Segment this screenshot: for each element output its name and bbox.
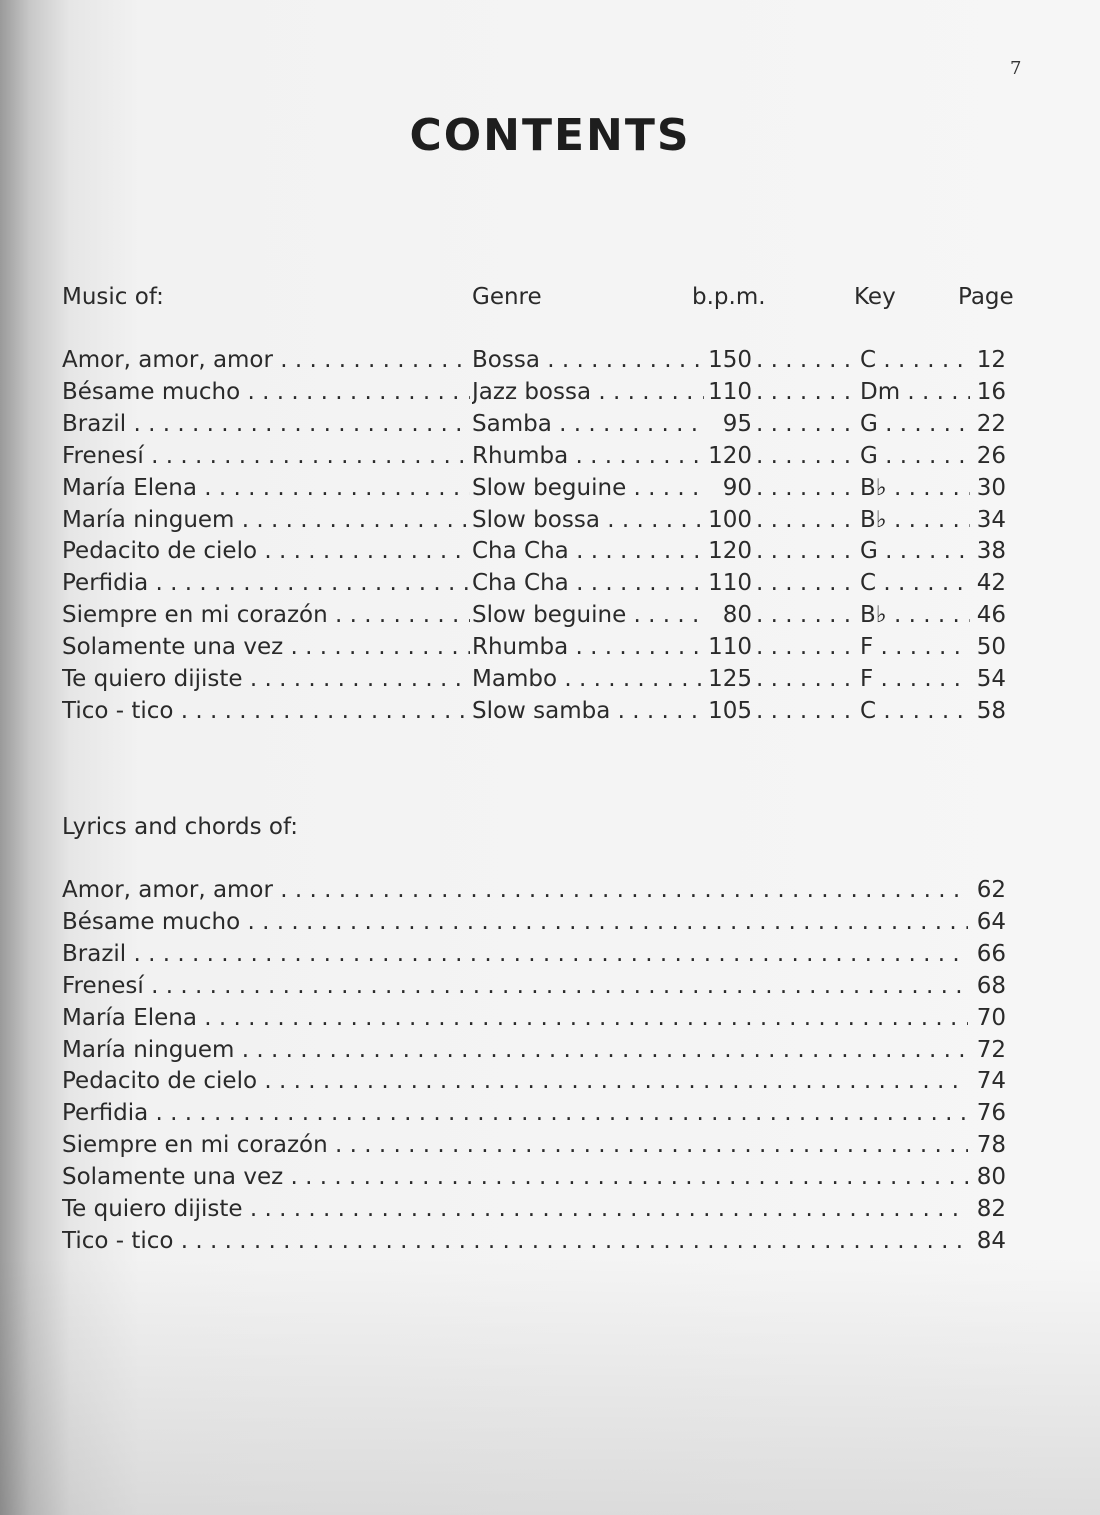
genre-cell (472, 504, 704, 536)
song-title (62, 906, 968, 938)
song-title (62, 567, 470, 599)
page-cell-text: 84 (976, 1227, 1006, 1254)
dot-leader (568, 634, 704, 660)
table-row (0, 1161, 1100, 1193)
dot-leader (600, 507, 704, 533)
genre-cell (472, 376, 704, 408)
bpm-cell-text: 95 (722, 410, 752, 437)
table-row (0, 695, 1100, 727)
page-cell (966, 970, 1006, 1002)
dot-leader (756, 663, 856, 695)
dot-leader (234, 507, 470, 533)
song-title (62, 408, 470, 440)
bpm-cell (700, 567, 752, 599)
table-row (0, 535, 1100, 567)
song-title (62, 1193, 968, 1225)
song-title-text: Frenesí (62, 442, 144, 469)
dot-leader (328, 602, 470, 628)
key-cell (860, 472, 970, 504)
page-cell-text: 26 (976, 442, 1006, 469)
table-row (0, 970, 1100, 1002)
key-cell (860, 376, 970, 408)
key-cell-text: G (860, 410, 878, 437)
genre-cell-text: Rhumba (472, 634, 569, 661)
song-title (62, 440, 470, 472)
genre-cell (472, 663, 704, 695)
genre-cell-text: Slow samba (472, 697, 611, 724)
page-cell-text: 54 (976, 666, 1006, 692)
song-title (62, 695, 470, 727)
music-section-heading: Music of: (62, 284, 164, 310)
dot-leader (144, 443, 470, 469)
dot-leader (610, 698, 704, 724)
dot-leader (197, 475, 470, 501)
dot-leader (887, 475, 970, 501)
page-cell (966, 344, 1006, 376)
song-title-text: María Elena (62, 1004, 197, 1031)
key-cell (860, 535, 970, 567)
dot-leader (257, 1068, 968, 1094)
dot-leader (144, 973, 968, 999)
page-cell (966, 1034, 1006, 1066)
dot-leader (756, 695, 856, 727)
song-title-text: Solamente una vez (62, 634, 284, 661)
dot-leader (540, 347, 704, 373)
song-title-text: Tico - tico (62, 1227, 174, 1254)
column-header-bpm: b.p.m. (692, 284, 766, 310)
bpm-cell-text: 80 (722, 602, 752, 629)
key-cell (860, 504, 970, 536)
key-cell-text: B♭ (860, 506, 887, 533)
page-cell-text: 70 (976, 1004, 1006, 1031)
dot-leader (626, 602, 704, 628)
dot-leader (552, 411, 704, 437)
table-row (0, 504, 1100, 536)
dot-leader (876, 698, 970, 724)
genre-cell-text: Bossa (472, 347, 540, 373)
song-title (62, 1225, 968, 1257)
genre-cell-text: Slow beguine (472, 602, 627, 629)
dot-leader (756, 504, 856, 536)
page-cell (966, 1193, 1006, 1225)
dot-leader (283, 1164, 968, 1190)
key-cell (860, 631, 970, 663)
bpm-cell-text: 125 (708, 666, 752, 692)
bpm-cell (700, 376, 752, 408)
dot-leader (873, 666, 970, 692)
bpm-cell-text: 90 (722, 474, 752, 501)
dot-leader (756, 472, 856, 504)
genre-cell (472, 408, 704, 440)
key-cell-text: C (860, 570, 877, 597)
song-title-text: Solamente una vez (62, 1164, 284, 1191)
dot-leader (887, 602, 970, 628)
genre-cell (472, 535, 704, 567)
genre-cell (472, 472, 704, 504)
dot-leader (591, 379, 704, 405)
page-cell (966, 663, 1006, 695)
genre-cell-text: Jazz bossa (472, 378, 592, 405)
bpm-cell (700, 663, 752, 695)
page-cell (966, 408, 1006, 440)
song-title-text: Pedacito de cielo (62, 1068, 258, 1095)
key-cell (860, 344, 970, 376)
page-cell (966, 1065, 1006, 1097)
page-cell-text: 72 (976, 1036, 1006, 1063)
page-number: 7 (1010, 58, 1022, 79)
table-row (0, 599, 1100, 631)
dot-leader (756, 376, 856, 408)
page-cell-text: 80 (976, 1164, 1006, 1191)
dot-leader (240, 909, 968, 935)
page-cell-text: 30 (976, 474, 1006, 501)
dot-leader (148, 1100, 968, 1126)
page-cell (966, 504, 1006, 536)
dot-leader (756, 535, 856, 567)
dot-leader (148, 570, 470, 596)
key-cell-text: G (860, 442, 878, 469)
key-cell (860, 599, 970, 631)
bpm-cell-text: 120 (708, 442, 752, 469)
table-row (0, 663, 1100, 695)
page-cell-text: 64 (976, 908, 1006, 935)
dot-leader (876, 347, 970, 373)
bpm-cell (700, 599, 752, 631)
bpm-cell-text: 110 (708, 378, 752, 405)
bpm-cell (700, 535, 752, 567)
genre-cell (472, 631, 704, 663)
bpm-cell-text: 120 (708, 538, 752, 565)
dot-leader (174, 1228, 969, 1254)
column-header-page: Page (958, 284, 1014, 310)
page-cell-text: 42 (976, 570, 1006, 597)
dot-leader (257, 538, 470, 564)
dot-leader (756, 567, 856, 599)
bpm-cell (700, 695, 752, 727)
genre-cell-text: Rhumba (472, 442, 569, 469)
key-cell-text: B♭ (860, 474, 887, 501)
song-title (62, 344, 470, 376)
song-title (62, 663, 470, 695)
key-cell-text: Dm (860, 378, 901, 405)
dot-leader (273, 877, 968, 903)
key-cell (860, 663, 970, 695)
page-cell (966, 535, 1006, 567)
table-row (0, 472, 1100, 504)
page-cell-text: 12 (976, 347, 1006, 373)
song-title (62, 1097, 968, 1129)
page-cell (966, 874, 1006, 906)
bpm-cell-text: 100 (708, 506, 752, 533)
table-row (0, 344, 1100, 376)
song-title-text: Perfidia (62, 1100, 149, 1127)
dot-leader (234, 1037, 968, 1063)
key-cell (860, 567, 970, 599)
page-cell-text: 16 (976, 378, 1006, 405)
song-title (62, 535, 470, 567)
bpm-cell-text: 105 (708, 697, 752, 724)
dot-leader (243, 1196, 968, 1222)
song-title-text: María ninguem (62, 1036, 235, 1063)
genre-cell-text: Slow bossa (472, 506, 600, 533)
dot-leader (626, 475, 704, 501)
bpm-cell-text: 110 (708, 570, 752, 597)
page-cell (966, 1097, 1006, 1129)
dot-leader (756, 344, 856, 376)
table-row (0, 1129, 1100, 1161)
song-title-text: Siempre en mi corazón (62, 602, 328, 629)
page-title: CONTENTS (409, 110, 691, 161)
bpm-cell (700, 408, 752, 440)
dot-leader (756, 440, 856, 472)
page-cell (966, 440, 1006, 472)
page-cell-text: 50 (976, 634, 1006, 661)
page-cell (966, 631, 1006, 663)
table-row (0, 1002, 1100, 1034)
page-cell-text: 34 (976, 506, 1006, 533)
song-title-text: Te quiero dijiste (62, 666, 243, 692)
bpm-cell (700, 472, 752, 504)
dot-leader (174, 698, 471, 724)
genre-cell (472, 344, 704, 376)
song-title (62, 504, 470, 536)
genre-cell-text: Mambo (472, 666, 558, 692)
key-cell-text: F (860, 666, 874, 692)
table-row (0, 408, 1100, 440)
song-title-text: Tico - tico (62, 697, 174, 724)
song-title (62, 1065, 968, 1097)
genre-cell-text: Samba (472, 410, 552, 437)
page-cell-text: 38 (976, 538, 1006, 565)
song-title (62, 1034, 968, 1066)
page-cell (966, 599, 1006, 631)
genre-cell (472, 567, 704, 599)
dot-leader (569, 538, 704, 564)
bpm-cell (700, 440, 752, 472)
key-cell-text: B♭ (860, 602, 887, 629)
song-title-text: Siempre en mi corazón (62, 1132, 328, 1159)
dot-leader (273, 347, 470, 373)
page-cell (966, 938, 1006, 970)
lyrics-section-heading: Lyrics and chords of: (62, 814, 299, 840)
dot-leader (756, 408, 856, 440)
bpm-cell (700, 631, 752, 663)
dot-leader (878, 538, 970, 564)
song-title (62, 874, 968, 906)
song-title (62, 599, 470, 631)
table-row (0, 1193, 1100, 1225)
page-cell (966, 1129, 1006, 1161)
song-title-text: Amor, amor, amor (62, 347, 273, 373)
key-cell (860, 695, 970, 727)
page-cell (966, 567, 1006, 599)
song-title (62, 631, 470, 663)
dot-leader (569, 570, 704, 596)
song-title (62, 970, 968, 1002)
table-row (0, 1097, 1100, 1129)
key-cell-text: C (860, 697, 877, 724)
genre-cell-text: Cha Cha (472, 570, 569, 597)
dot-leader (873, 634, 970, 660)
table-row (0, 567, 1100, 599)
dot-leader (126, 941, 968, 967)
dot-leader (568, 443, 704, 469)
song-title (62, 938, 968, 970)
bpm-cell (700, 504, 752, 536)
song-title (62, 376, 470, 408)
table-row (0, 1065, 1100, 1097)
page-cell (966, 906, 1006, 938)
table-row (0, 938, 1100, 970)
genre-cell-text: Cha Cha (472, 538, 569, 565)
song-title (62, 472, 470, 504)
dot-leader (878, 443, 970, 469)
page-cell-text: 82 (976, 1196, 1006, 1222)
song-title-text: Brazil (62, 940, 127, 967)
dot-leader (900, 379, 970, 405)
song-title-text: Bésame mucho (62, 908, 241, 935)
song-title-text: Perfidia (62, 570, 149, 597)
song-title-text: Frenesí (62, 972, 144, 999)
page-cell (966, 472, 1006, 504)
genre-cell (472, 440, 704, 472)
page-cell-text: 66 (976, 940, 1006, 967)
column-header-key: Key (854, 284, 896, 310)
bpm-cell (700, 344, 752, 376)
genre-cell (472, 599, 704, 631)
dot-leader (878, 411, 970, 437)
bpm-cell-text: 150 (708, 347, 752, 373)
dot-leader (197, 1005, 968, 1031)
key-cell (860, 440, 970, 472)
dot-leader (557, 666, 704, 692)
column-header-genre: Genre (472, 284, 542, 310)
table-row (0, 1034, 1100, 1066)
dot-leader (283, 634, 470, 660)
song-title (62, 1161, 968, 1193)
key-cell-text: F (860, 634, 874, 661)
song-title (62, 1129, 968, 1161)
key-cell-text: C (860, 347, 877, 373)
song-title-text: María ninguem (62, 506, 235, 533)
dot-leader (756, 599, 856, 631)
page-cell-text: 46 (976, 602, 1006, 629)
table-row (0, 631, 1100, 663)
dot-leader (240, 379, 470, 405)
page-cell (966, 376, 1006, 408)
page-cell (966, 1225, 1006, 1257)
page-cell-text: 22 (976, 410, 1006, 437)
song-title-text: María Elena (62, 474, 197, 501)
table-row (0, 874, 1100, 906)
genre-cell (472, 695, 704, 727)
genre-cell-text: Slow beguine (472, 474, 627, 501)
table-row (0, 1225, 1100, 1257)
dot-leader (887, 507, 970, 533)
page-cell-text: 78 (976, 1132, 1006, 1159)
table-row (0, 906, 1100, 938)
page-cell (966, 1161, 1006, 1193)
song-title-text: Pedacito de cielo (62, 538, 258, 565)
table-row (0, 440, 1100, 472)
table-row (0, 376, 1100, 408)
bpm-cell-text: 110 (708, 634, 752, 661)
song-title-text: Te quiero dijiste (62, 1196, 243, 1222)
dot-leader (243, 666, 470, 692)
page-cell-text: 74 (976, 1068, 1006, 1095)
dot-leader (876, 570, 970, 596)
page-cell (966, 1002, 1006, 1034)
song-title-text: Bésame mucho (62, 378, 241, 405)
song-title-text: Brazil (62, 410, 127, 437)
song-title (62, 1002, 968, 1034)
dot-leader (756, 631, 856, 663)
page-cell-text: 76 (976, 1100, 1006, 1127)
key-cell-text: G (860, 538, 878, 565)
dot-leader (126, 411, 470, 437)
page-cell-text: 68 (976, 972, 1006, 999)
dot-leader (328, 1132, 968, 1158)
key-cell (860, 408, 970, 440)
page-cell (966, 695, 1006, 727)
page-cell-text: 62 (976, 877, 1006, 903)
page-cell-text: 58 (976, 697, 1006, 724)
page-shadow (0, 1255, 1100, 1515)
song-title-text: Amor, amor, amor (62, 877, 273, 903)
